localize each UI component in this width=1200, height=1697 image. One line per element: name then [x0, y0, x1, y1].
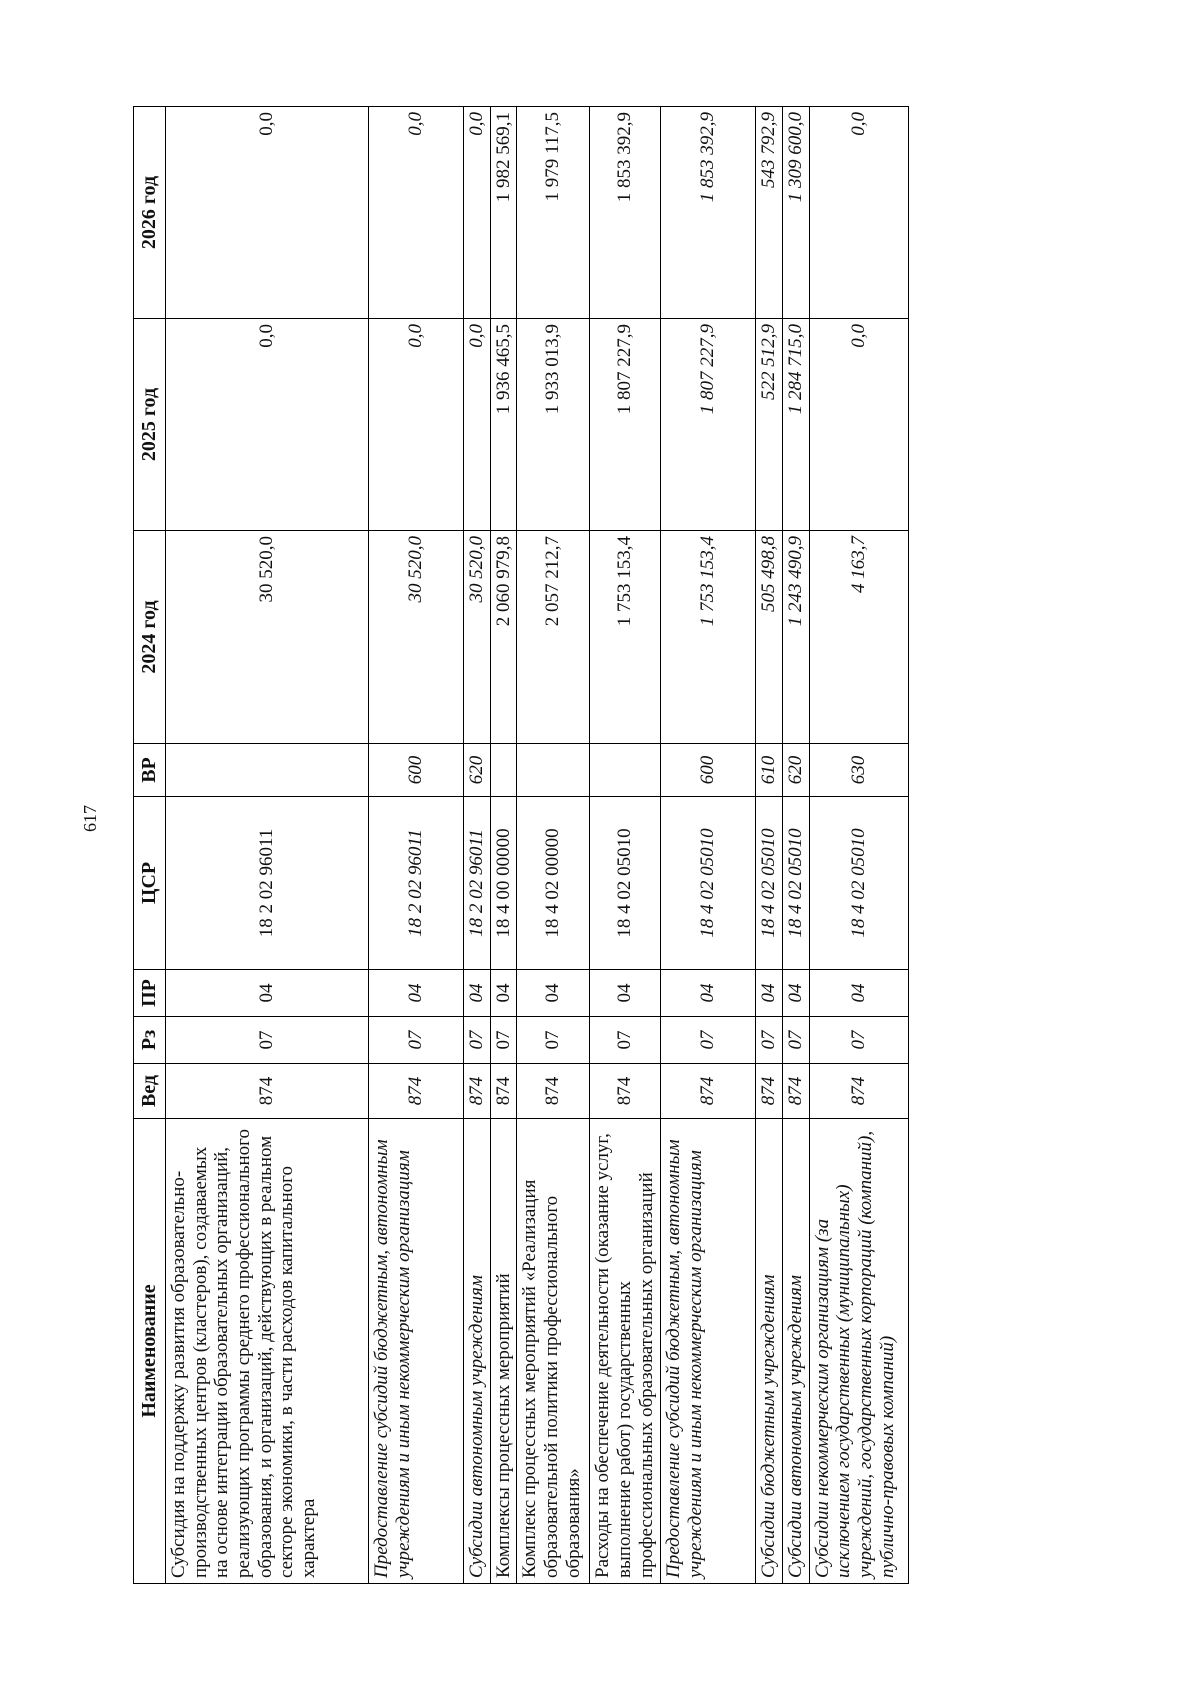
cell-ved: 874: [517, 1064, 590, 1119]
cell-name: Предоставление субсидий бюджетным, автономным учреждениям и иным некоммерческим организациям: [661, 1119, 756, 1584]
cell-vr: 600: [369, 744, 464, 797]
cell-rz: 07: [517, 1017, 590, 1064]
cell-ved: 874: [464, 1064, 491, 1119]
cell-rz: 07: [590, 1017, 661, 1064]
cell-2026: 0,0: [464, 107, 491, 319]
cell-vr: 610: [756, 744, 783, 797]
header-vr: ВР: [134, 744, 166, 797]
cell-name: Субсидии автономным учреждениям: [782, 1119, 809, 1584]
cell-name: Расходы на обеспечение деятельности (оказание услуг, выполнение работ) государственных профессиональных образовательных организаций: [590, 1119, 661, 1584]
cell-ved: 874: [590, 1064, 661, 1119]
cell-pr: 04: [661, 970, 756, 1017]
cell-2024: 30 520,0: [464, 531, 491, 744]
header-2024: 2024 год: [134, 531, 166, 744]
cell-2025: 522 512,9: [756, 319, 783, 531]
header-csr: ЦСР: [134, 797, 166, 970]
cell-vr: [166, 744, 369, 797]
cell-name: Субсидия на поддержку развития образовательно-производственных центров (кластеров), создаваемых на основе интеграции образовательных организаций, реализующих программы среднего профессионального образования, и организаций, действующих в реальном секторе экономики, в части расходов капитального характера: [166, 1119, 369, 1584]
cell-2025: 1 807 227,9: [661, 319, 756, 531]
table-header-row: [134, 107, 166, 1584]
cell-csr: 18 4 02 00000: [517, 797, 590, 970]
table-row: [756, 107, 783, 1584]
cell-csr: 18 4 02 05010: [782, 797, 809, 970]
cell-name: Комплексы процессных мероприятий: [490, 1119, 517, 1584]
table-row: [464, 107, 491, 1584]
cell-rz: 07: [490, 1017, 517, 1064]
cell-2024: 505 498,8: [756, 531, 783, 744]
cell-2026: 1 853 392,9: [590, 107, 661, 319]
cell-rz: 07: [809, 1017, 908, 1064]
cell-2025: 1 284 715,0: [782, 319, 809, 531]
cell-2024: 2 060 979,8: [490, 531, 517, 744]
cell-name: Предоставление субсидий бюджетным, автономным учреждениям и иным некоммерческим организациям: [369, 1119, 464, 1584]
table-row: [517, 107, 590, 1584]
cell-2025: 0,0: [166, 319, 369, 531]
cell-rz: 07: [661, 1017, 756, 1064]
table-row: [809, 107, 908, 1584]
cell-2025: 1 933 013,9: [517, 319, 590, 531]
cell-rz: 07: [464, 1017, 491, 1064]
cell-name: Субсидии бюджетным учреждениям: [756, 1119, 783, 1584]
page-number: 617: [80, 805, 100, 832]
cell-pr: 04: [490, 970, 517, 1017]
cell-csr: 18 2 02 96011: [369, 797, 464, 970]
cell-2026: 0,0: [166, 107, 369, 319]
cell-2026: 1 982 569,1: [490, 107, 517, 319]
cell-2025: 0,0: [809, 319, 908, 531]
cell-2024: 2 057 212,7: [517, 531, 590, 744]
cell-ved: 874: [809, 1064, 908, 1119]
cell-2024: 1 753 153,4: [590, 531, 661, 744]
cell-csr: 18 4 02 05010: [809, 797, 908, 970]
table-row: [490, 107, 517, 1584]
table-row: [166, 107, 369, 1584]
cell-ved: 874: [369, 1064, 464, 1119]
cell-pr: 04: [809, 970, 908, 1017]
cell-name: Комплекс процессных мероприятий «Реализация образовательной политики профессионального образования»: [517, 1119, 590, 1584]
cell-2026: 1 309 600,0: [782, 107, 809, 319]
cell-2026: 0,0: [809, 107, 908, 319]
cell-rz: 07: [782, 1017, 809, 1064]
cell-vr: 620: [464, 744, 491, 797]
cell-2025: 1 807 227,9: [590, 319, 661, 531]
cell-pr: 04: [756, 970, 783, 1017]
cell-rz: 07: [369, 1017, 464, 1064]
cell-2024: 30 520,0: [166, 531, 369, 744]
cell-name: Субсидии автономным учреждениям: [464, 1119, 491, 1584]
cell-2024: 30 520,0: [369, 531, 464, 744]
header-name: Наименование: [134, 1119, 166, 1584]
table-row: [661, 107, 756, 1584]
cell-2026: 1 979 117,5: [517, 107, 590, 319]
cell-csr: 18 2 02 96011: [464, 797, 491, 970]
cell-csr: 18 2 02 96011: [166, 797, 369, 970]
header-2025: 2025 год: [134, 319, 166, 531]
cell-pr: 04: [464, 970, 491, 1017]
cell-pr: 04: [590, 970, 661, 1017]
table-row: [782, 107, 809, 1584]
cell-vr: [517, 744, 590, 797]
table-row: [369, 107, 464, 1584]
cell-vr: 600: [661, 744, 756, 797]
cell-vr: [490, 744, 517, 797]
cell-csr: 18 4 02 05010: [756, 797, 783, 970]
cell-csr: 18 4 02 05010: [661, 797, 756, 970]
cell-2025: 0,0: [369, 319, 464, 531]
rotated-page-content: [133, 107, 963, 1584]
cell-pr: 04: [782, 970, 809, 1017]
cell-ved: 874: [490, 1064, 517, 1119]
cell-2024: 1 243 490,9: [782, 531, 809, 744]
cell-2026: 543 792,9: [756, 107, 783, 319]
cell-pr: 04: [369, 970, 464, 1017]
cell-2025: 1 936 465,5: [490, 319, 517, 531]
table-row: [590, 107, 661, 1584]
cell-ved: 874: [782, 1064, 809, 1119]
cell-rz: 07: [756, 1017, 783, 1064]
cell-2024: 4 163,7: [809, 531, 908, 744]
header-rz: Рз: [134, 1017, 166, 1064]
cell-rz: 07: [166, 1017, 369, 1064]
cell-vr: 620: [782, 744, 809, 797]
cell-pr: 04: [517, 970, 590, 1017]
cell-vr: [590, 744, 661, 797]
cell-vr: 630: [809, 744, 908, 797]
cell-name: Субсидии некоммерческим организациям (за исключением государственных (муниципальных) учреждений, государственных корпораций (компаний), публично-правовых компаний): [809, 1119, 908, 1584]
cell-2025: 0,0: [464, 319, 491, 531]
header-ved: Вед: [134, 1064, 166, 1119]
cell-csr: 18 4 02 05010: [590, 797, 661, 970]
budget-table: [133, 106, 909, 1584]
cell-ved: 874: [756, 1064, 783, 1119]
cell-csr: 18 4 00 00000: [490, 797, 517, 970]
header-2026: 2026 год: [134, 107, 166, 319]
cell-ved: 874: [661, 1064, 756, 1119]
cell-2024: 1 753 153,4: [661, 531, 756, 744]
cell-ved: 874: [166, 1064, 369, 1119]
cell-2026: 0,0: [369, 107, 464, 319]
header-pr: ПР: [134, 970, 166, 1017]
cell-2026: 1 853 392,9: [661, 107, 756, 319]
cell-pr: 04: [166, 970, 369, 1017]
